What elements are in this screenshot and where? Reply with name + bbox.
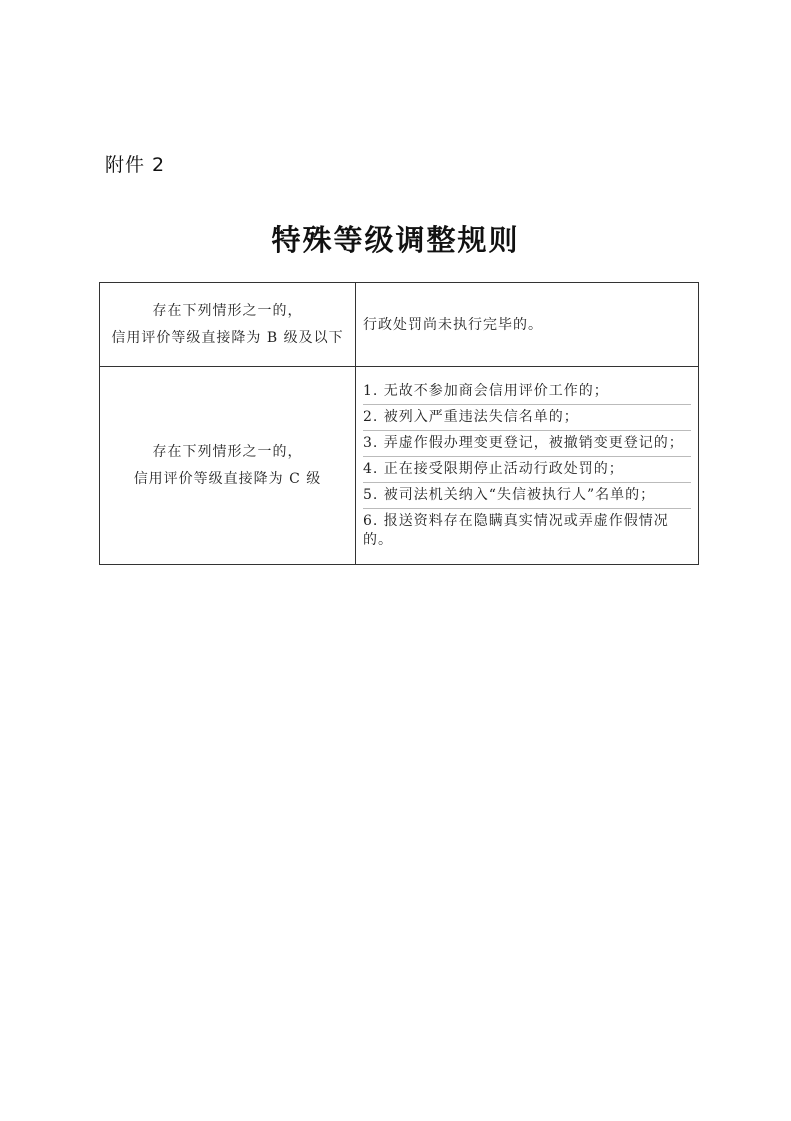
circumstance-item: 4. 正在接受限期停止活动行政处罚的； <box>363 457 691 483</box>
circumstance-item: 行政处罚尚未执行完毕的。 <box>363 316 543 333</box>
condition-cell-c <box>100 367 356 565</box>
circumstance-item: 2. 被列入严重违法失信名单的； <box>363 405 691 431</box>
table-row <box>100 283 699 367</box>
attachment-label: 附件 2 <box>105 154 166 176</box>
condition-cell-b <box>100 283 356 367</box>
circumstance-item: 1. 无故不参加商会信用评价工作的； <box>363 379 691 405</box>
condition-line: 信用评价等级直接降为 B 级及以下 <box>111 329 344 346</box>
table-row <box>100 367 699 565</box>
circumstance-item: 5. 被司法机关纳入“失信被执行人”名单的； <box>363 483 691 509</box>
rules-table <box>99 282 699 565</box>
circumstance-item: 3. 弄虚作假办理变更登记，被撤销变更登记的； <box>363 431 691 457</box>
page-title: 特殊等级调整规则 <box>271 223 520 257</box>
circumstance-item: 6. 报送资料存在隐瞒真实情况或弄虚作假情况的。 <box>363 512 669 548</box>
condition-line: 存在下列情形之一的， <box>152 443 303 460</box>
circumstance-cell-b <box>356 283 699 367</box>
circumstance-cell-c <box>356 367 699 565</box>
condition-line: 信用评价等级直接降为 C 级 <box>133 470 322 487</box>
condition-line: 存在下列情形之一的， <box>152 302 303 319</box>
